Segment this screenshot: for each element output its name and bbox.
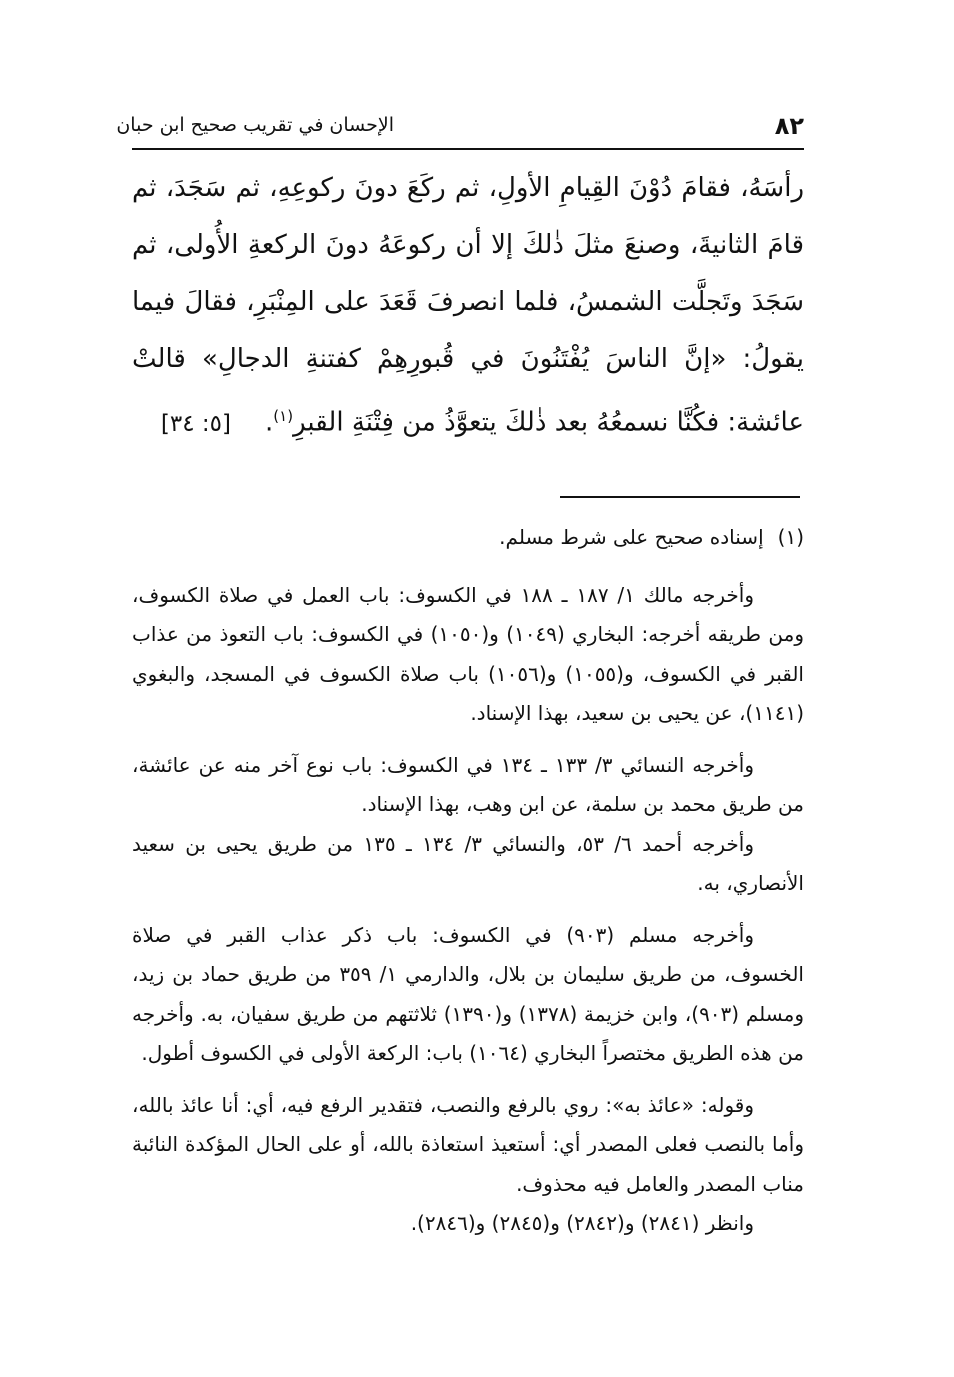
footnote-reference: (١)	[273, 407, 294, 425]
footnote-number: (١)	[777, 525, 804, 549]
main-text-body: رأسَهُ، فقامَ دُوْنَ القِيامِ الأولِ، ثم ركَعَ دونَ ركوعِهِ، ثم سَجَدَ، ثم قامَ الثانيةَ، وصنعَ مثلَ ذٰلكَ إلا أن ركوعَهُ دونَ الركعةِ الأُولى، ثم سَجَدَ وتَجلَّت الشمسُ، فلما انصرفَ قَعَدَ على المِنْبَرِ، فقالَ فيما يقولُ: «إنَّ الناسَ يُفْتَنُونَ في قُبورِهِمْ كفتنةِ الدجالِ» قالتْ عائشة: فكُنَّا نسمعُهُ بعد ذٰلكَ يتعوَّذُ من فِتْنَةِ القبرِ	[132, 173, 804, 438]
footnote-paragraph: وانظر (٢٨٤١) و(٢٨٤٢) و(٢٨٤٥) و(٢٨٤٦).	[410, 1211, 754, 1235]
hadith-citation: [٥: ٣٤]	[160, 410, 232, 437]
header-rule	[132, 148, 804, 150]
footnote-paragraph: وأخرجه أحمد ٦/ ٥٣، والنسائي ٣/ ١٣٤ ـ ١٣٥ من طريق يحيى بن سعيد الأنصاري، به.	[132, 831, 804, 895]
main-hadith-text	[132, 160, 804, 453]
main-text-end: .	[265, 407, 274, 438]
running-title: الإحسان في تقريب صحيح ابن حبان	[116, 114, 394, 136]
footnote-1-text: إسناده صحيح على شرط مسلم.	[499, 525, 764, 549]
footnote-separator	[560, 496, 800, 498]
footnote-1	[132, 518, 804, 558]
page-number: ٨٢	[774, 112, 804, 140]
footnote-paragraph: وأخرجه النسائي ٣/ ١٣٣ ـ ١٣٤ في الكسوف: باب نوع آخر منه عن عائشة، من طريق محمد بن سلمة، عن ابن وهب، بهذا الإسناد.	[132, 752, 804, 816]
footnote-paragraph: وقوله: «عائذ به»: روي بالرفع والنصب، فتقدير الرفع فيه، أي: أنا عائذ بالله، وأما بالنصب فعلى المصدر أي: أستعيذ استعاذة بالله، أو على الحال المؤكدة النائبة مناب المصدر والعامل فيه محذوف.	[132, 1092, 804, 1196]
footnotes-section	[132, 518, 804, 1244]
main-paragraph	[132, 160, 804, 453]
footnote-paragraph: وأخرجه مالك ١/ ١٨٧ ـ ١٨٨ في الكسوف: باب العمل في صلاة الكسوف، ومن طريقه أخرجه: البخاري (١٠٤٩) و(١٠٥٠) في الكسوف: باب التعوذ من عذاب القبر في الكسوف، و(١٠٥٥) و(١٠٥٦) باب صلاة الكسوف في المسجد، والبغوي (١١٤١)، عن يحيى بن سعيد، بهذا الإسناد.	[132, 582, 804, 725]
page-header	[116, 112, 804, 152]
footnote-paragraph: وأخرجه مسلم (٩٠٣) في الكسوف: باب ذكر عذاب القبر في صلاة الخسوف، من طريق سليمان بن بلال، والدارمي ١/ ٣٥٩ من طريق حماد بن زيد، ومسلم (٩٠٣)، وابن خزيمة (١٣٧٨) و(١٣٩٠) ثلاثتهم من طريق سفيان، به. وأخرجه من هذه الطريق مختصراً البخاري (١٠٦٤) باب: الركعة الأولى في الكسوف أطول.	[132, 922, 804, 1065]
